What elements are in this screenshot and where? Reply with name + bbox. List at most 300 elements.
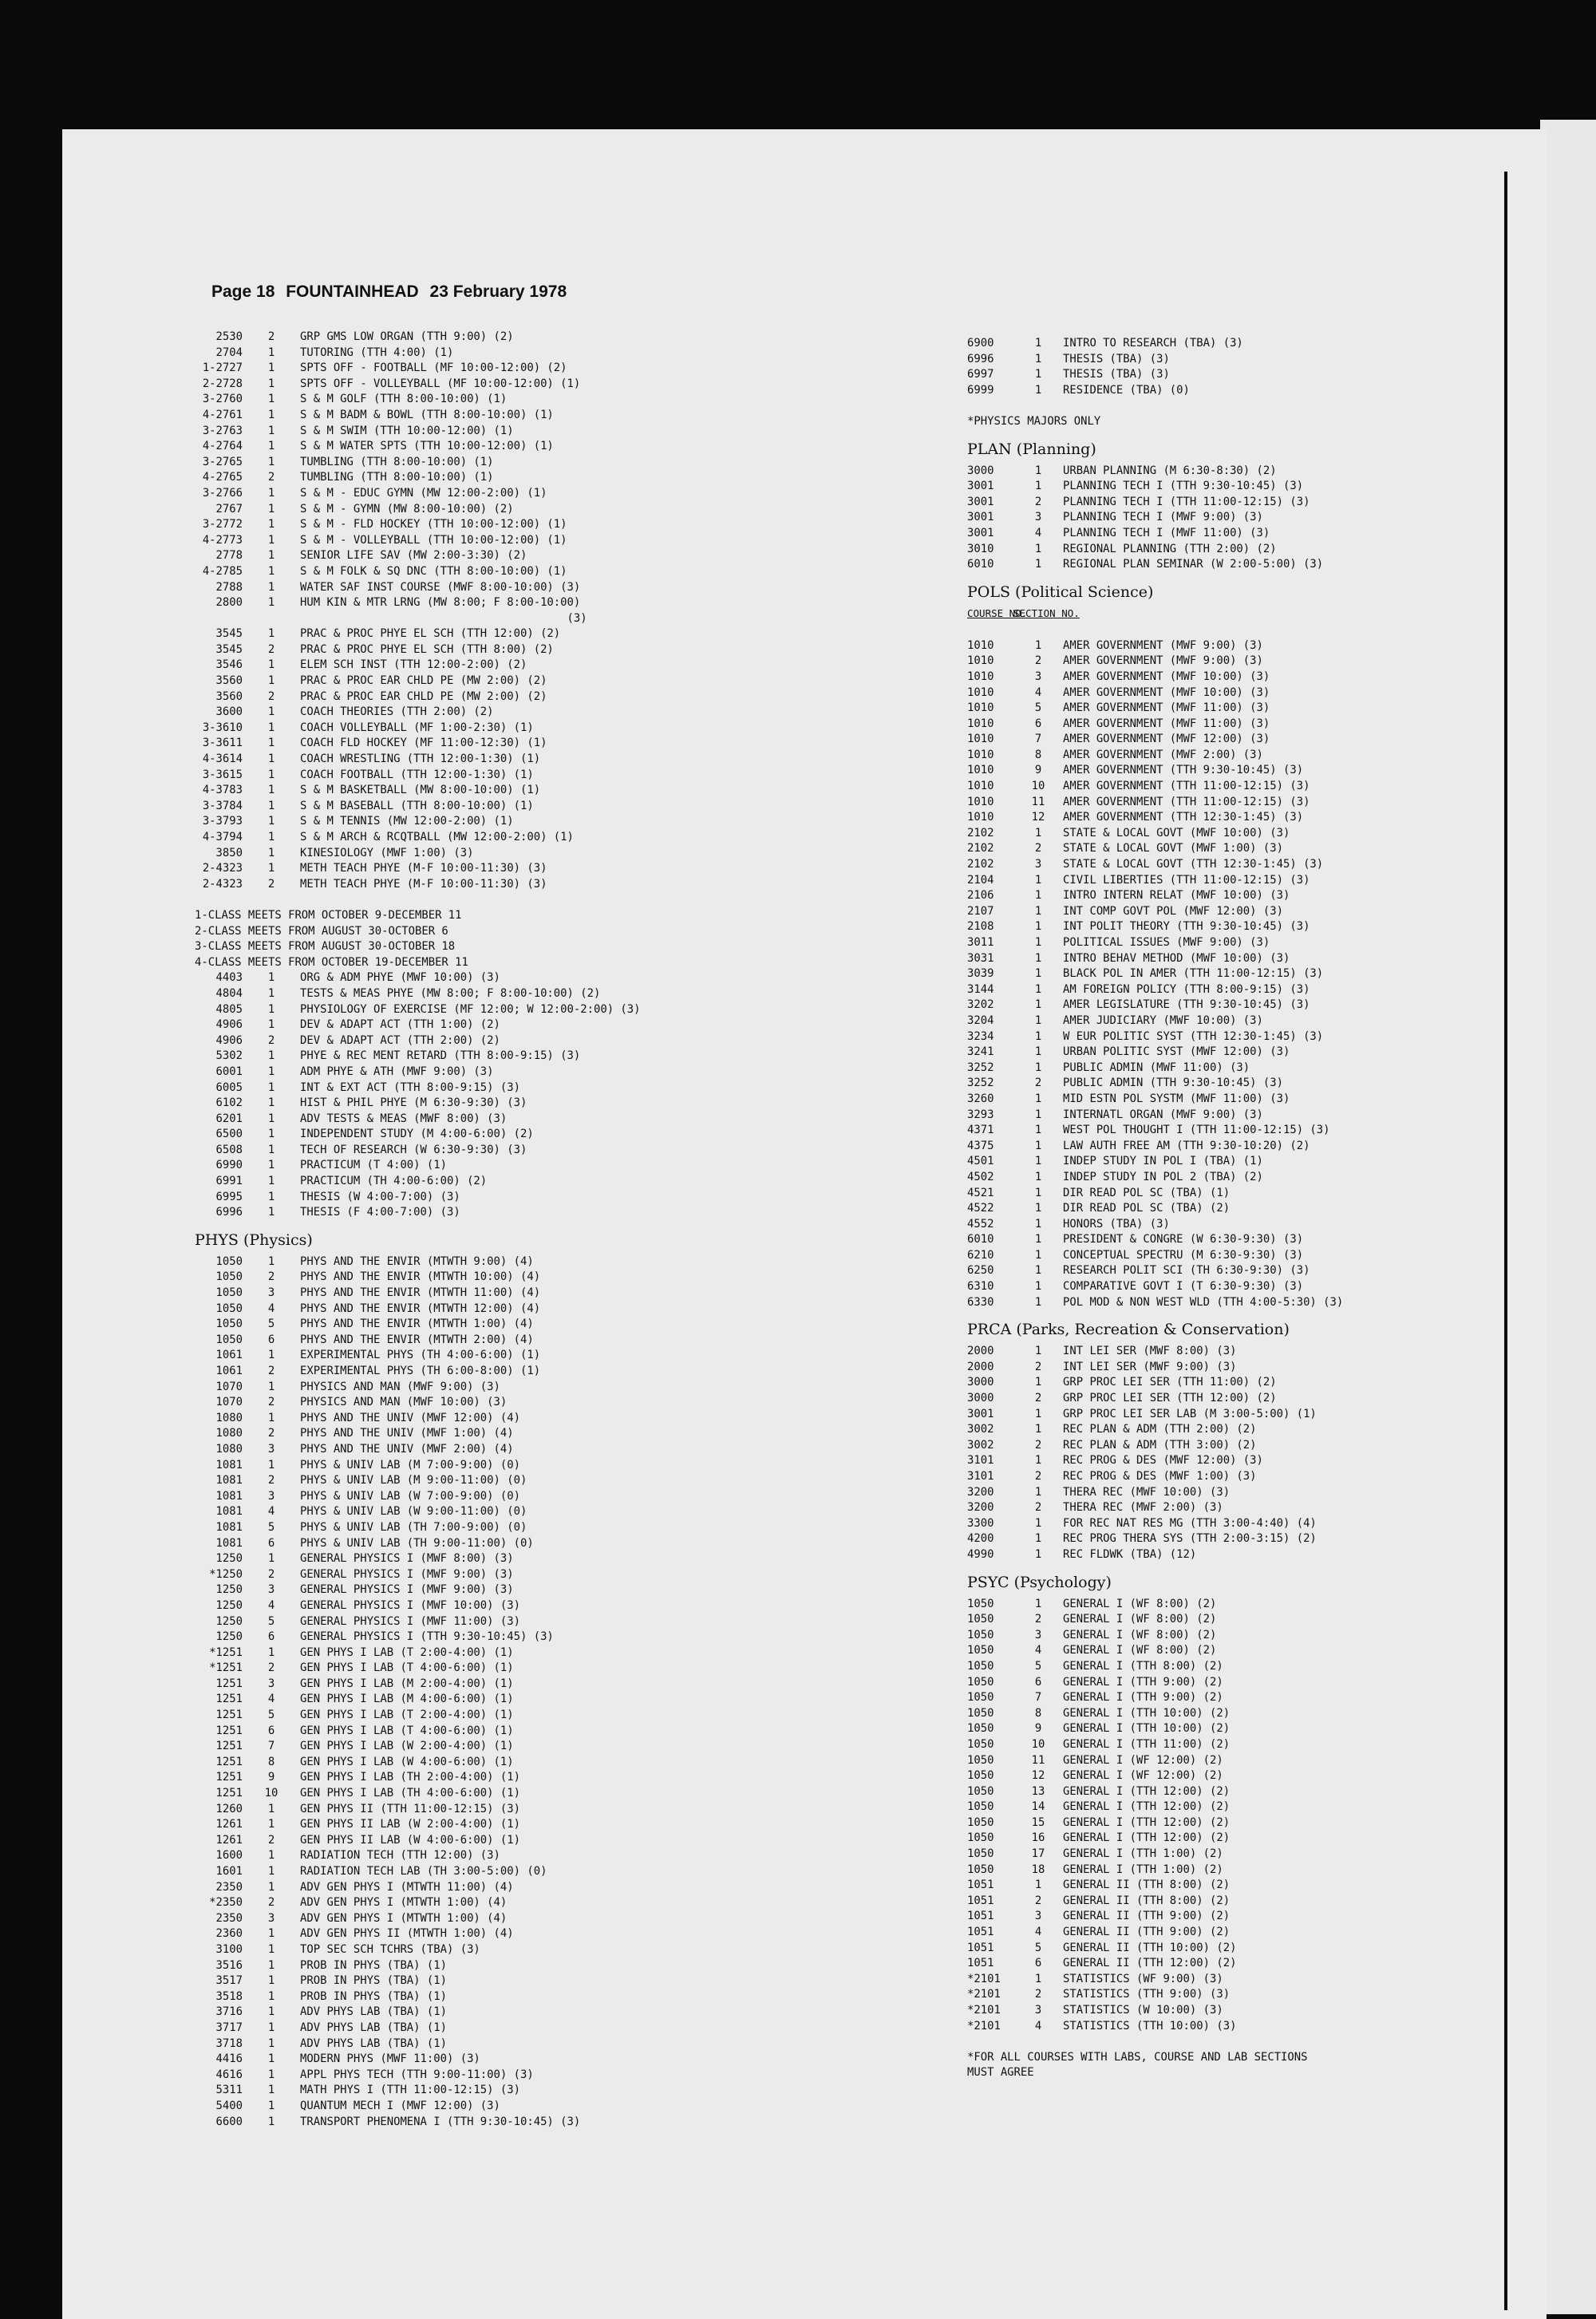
- course-title: GEN PHYS I LAB (W 2:00-4:00) (1): [300, 1740, 514, 1753]
- course-row: [967, 1061, 1343, 1077]
- course-row: [967, 1360, 1343, 1376]
- section-number: 2: [267, 1833, 275, 1847]
- course-number: 3039: [967, 967, 994, 981]
- course-row: [967, 2003, 1343, 2019]
- section-number: 6: [1034, 1675, 1042, 1689]
- course-number: 4416: [215, 2052, 243, 2066]
- course-row: [967, 1925, 1343, 1941]
- course-row: [967, 1847, 1343, 1863]
- course-row: [195, 1739, 641, 1755]
- course-row: [195, 1536, 641, 1552]
- course-number: 1251: [215, 1724, 243, 1737]
- course-title: BLACK POL IN AMER (TTH 11:00-12:15) (3): [1063, 967, 1324, 981]
- course-title: COACH WRESTLING (TTH 12:00-1:30) (1): [300, 753, 541, 766]
- course-row: [195, 1880, 641, 1896]
- course-title: WEST POL THOUGHT I (TTH 11:00-12:15) (3): [1063, 1124, 1330, 1137]
- section-number: 1: [1034, 1013, 1042, 1027]
- course-row: [195, 1174, 641, 1190]
- section-number: 2: [1034, 1613, 1042, 1626]
- course-title: RADIATION TECH (TTH 12:00) (3): [300, 1849, 500, 1863]
- course-row: [967, 526, 1343, 542]
- course-row: [195, 1755, 641, 1771]
- course-title: DIR READ POL SC (TBA) (2): [1063, 1202, 1231, 1215]
- course-number: 4906: [215, 1033, 243, 1047]
- course-title: TOP SEC SCH TCHRS (TBA) (3): [300, 1942, 480, 1956]
- course-title: DEV & ADAPT ACT (TTH 2:00) (2): [300, 1033, 500, 1047]
- course-row: [195, 1302, 641, 1318]
- course-number: 1080: [215, 1411, 243, 1424]
- section-number: 1: [267, 1645, 275, 1659]
- course-row: [967, 1706, 1343, 1722]
- course-row: [195, 548, 641, 564]
- course-row: [195, 564, 641, 580]
- course-title: THESIS (F 4:00-7:00) (3): [300, 1206, 460, 1219]
- course-number: 4-3794: [202, 831, 243, 843]
- course-row: [967, 1391, 1343, 1407]
- course-number: *1250: [209, 1567, 243, 1581]
- course-row: [195, 1708, 641, 1724]
- course-row: [195, 626, 641, 642]
- course-number: 6996: [967, 352, 994, 365]
- section-number: 1: [267, 596, 275, 610]
- course-title: PHYS AND THE ENVIR (MTWTH 10:00) (4): [300, 1270, 541, 1284]
- section-number: 4: [267, 1693, 275, 1706]
- course-title: INT & EXT ACT (TTH 8:00-9:15) (3): [300, 1080, 520, 1094]
- course-title: AM FOREIGN POLICY (TTH 8:00-9:15) (3): [1063, 982, 1310, 996]
- section-number: 1: [1034, 826, 1042, 840]
- course-row: [195, 1848, 641, 1864]
- course-title: HONORS (TBA) (3): [1063, 1217, 1170, 1231]
- section-title-pols: POLS (Political Science): [967, 583, 1154, 601]
- section-number: 2: [1034, 1470, 1042, 1483]
- course-title: EXPERIMENTAL PHYS (TH 4:00-6:00) (1): [300, 1349, 541, 1362]
- section-number: 6: [267, 1724, 275, 1737]
- course-title: TUTORING (TTH 4:00) (1): [300, 346, 454, 359]
- course-title: AMER GOVERNMENT (TTH 9:30-10:45) (3): [1063, 764, 1304, 777]
- section-number: 12: [1031, 1769, 1045, 1783]
- course-row: [967, 479, 1343, 495]
- course-row: [195, 1158, 641, 1174]
- section-number: 7: [1034, 1691, 1042, 1705]
- course-number: 1061: [215, 1365, 243, 1377]
- course-title: GEN PHYS II LAB (W 2:00-4:00) (1): [300, 1818, 520, 1831]
- course-title: ADV GEN PHYS II (MTWTH 1:00) (4): [300, 1927, 514, 1941]
- course-row: [195, 642, 641, 658]
- course-title: PHYS AND THE ENVIR (MTWTH 11:00) (4): [300, 1286, 541, 1300]
- section-number: 5: [1034, 1659, 1042, 1673]
- course-title: PHYSIOLOGY OF EXERCISE (MF 12:00; W 12:00-2:00) (3): [300, 1002, 641, 1016]
- section-number: 1: [267, 1942, 275, 1956]
- course-number: 3100: [215, 1942, 243, 1956]
- section-number: 2: [267, 1033, 275, 1047]
- course-title: ADV PHYS LAB (TBA) (1): [300, 2037, 447, 2050]
- course-title: INDEPENDENT STUDY (M 4:00-6:00) (2): [300, 1128, 534, 1141]
- course-number: 4-2765: [202, 471, 243, 484]
- course-number: 6102: [215, 1096, 243, 1110]
- course-row: [195, 1895, 641, 1911]
- section-number: 1: [1034, 542, 1042, 555]
- section-number: 1: [1034, 352, 1042, 365]
- course-row: [967, 1878, 1343, 1894]
- course-number: 6010: [967, 1233, 994, 1246]
- course-row: [967, 510, 1343, 526]
- section-number: 1: [1034, 1202, 1042, 1215]
- section-number: 1: [267, 1927, 275, 1941]
- course-row: [967, 1123, 1343, 1139]
- section-number: 1: [267, 1865, 275, 1878]
- course-row: [195, 1911, 641, 1927]
- course-number: 1081: [215, 1505, 243, 1519]
- course-title: PLANNING TECH I (MWF 11:00) (3): [1063, 526, 1270, 539]
- course-number: 1051: [967, 1941, 994, 1954]
- section-number: 1: [267, 2084, 275, 2097]
- course-row: [195, 830, 641, 846]
- course-number: 1050: [967, 1800, 994, 1814]
- course-number: 1010: [967, 654, 994, 668]
- course-title: GENERAL II (TTH 8:00) (2): [1063, 1894, 1231, 1907]
- course-row: [967, 1295, 1343, 1311]
- course-row: [967, 1956, 1343, 1972]
- section-number: 1: [267, 2068, 275, 2081]
- section-number: 10: [1031, 780, 1045, 793]
- course-row: [967, 1612, 1343, 1628]
- course-title: INT LEI SER (MWF 9:00) (3): [1063, 1360, 1237, 1373]
- course-number: 1010: [967, 733, 994, 746]
- course-title: PUBLIC ADMIN (TTH 9:30-10:45) (3): [1063, 1077, 1283, 1090]
- course-title: GEN PHYS I LAB (T 4:00-6:00) (1): [300, 1661, 514, 1675]
- course-title: S & M TENNIS (MW 12:00-2:00) (1): [300, 815, 514, 828]
- course-title: AMER GOVERNMENT (MWF 10:00) (3): [1063, 685, 1270, 699]
- course-row: [195, 1817, 641, 1833]
- section-number: 15: [1031, 1815, 1045, 1829]
- course-number: 1010: [967, 780, 994, 793]
- course-title: PRAC & PROC EAR CHLD PE (MW 2:00) (2): [300, 689, 547, 703]
- section-number: 10: [1031, 1737, 1045, 1751]
- course-row: [195, 1614, 641, 1630]
- section-number: 1: [1034, 1139, 1042, 1152]
- course-row: [967, 701, 1343, 717]
- course-title: GEN PHYS I LAB (TH 4:00-6:00) (1): [300, 1787, 520, 1800]
- course-title: PHYS & UNIV LAB (W 7:00-9:00) (0): [300, 1489, 520, 1503]
- course-row: [967, 1659, 1343, 1675]
- course-number: 1010: [967, 670, 994, 683]
- course-title: W EUR POLITIC SYST (TTH 12:30-1:45) (3): [1063, 1029, 1324, 1043]
- footnote: MUST AGREE: [967, 2066, 1034, 2080]
- course-number: 1050: [967, 1737, 994, 1751]
- section-number: 8: [1034, 748, 1042, 761]
- section-number: 1: [1034, 558, 1042, 571]
- section-number: 1: [267, 346, 275, 359]
- course-row: [195, 1112, 641, 1128]
- course-row: [967, 1799, 1343, 1815]
- section-number: 1: [267, 486, 275, 500]
- course-number: 1250: [215, 1598, 243, 1612]
- section-number: 1: [267, 533, 275, 547]
- course-row: [967, 367, 1343, 383]
- course-number: 3001: [967, 495, 994, 508]
- course-number: 3001: [967, 1407, 994, 1420]
- course-title: PHYS AND THE ENVIR (MTWTH 12:00) (4): [300, 1302, 541, 1315]
- course-number: 3031: [967, 951, 994, 965]
- course-number: 2-2728: [202, 377, 243, 390]
- course-number: *2350: [209, 1896, 243, 1910]
- course-number: 4-3783: [202, 784, 243, 797]
- course-number: 3001: [967, 511, 994, 524]
- course-number: 1050: [967, 1597, 994, 1610]
- course-title: RESEARCH POLIT SCI (TH 6:30-9:30) (3): [1063, 1264, 1310, 1278]
- course-number: 4906: [215, 1018, 243, 1032]
- course-row: [967, 1186, 1343, 1202]
- course-title: ADV PHYS LAB (TBA) (1): [300, 2005, 447, 2019]
- course-title: HIST & PHIL PHYE (M 6:30-9:30) (3): [300, 1096, 527, 1110]
- course-title: COACH FLD HOCKEY (MF 11:00-12:30) (1): [300, 737, 547, 750]
- course-title: AMER JUDICIARY (MWF 10:00) (3): [1063, 1013, 1263, 1027]
- course-title: PLANNING TECH I (MWF 9:00) (3): [1063, 511, 1263, 524]
- course-row: [195, 1426, 641, 1442]
- course-row: [195, 470, 641, 486]
- section-number: 1: [1034, 480, 1042, 493]
- course-row: [195, 1630, 641, 1645]
- course-title: PROB IN PHYS (TBA) (1): [300, 1958, 447, 1972]
- course-title: REGIONAL PLANNING (TTH 2:00) (2): [1063, 542, 1277, 555]
- course-row: [195, 1127, 641, 1143]
- course-row: [195, 1677, 641, 1693]
- course-title: GENERAL I (WF 8:00) (2): [1063, 1597, 1217, 1610]
- section-number: 2: [1034, 1438, 1042, 1452]
- course-title: TESTS & MEAS PHYE (MW 8:00; F 8:00-10:00) (2): [300, 986, 601, 1000]
- course-title: S & M GOLF (TTH 8:00-10:00) (1): [300, 393, 508, 406]
- course-row: [967, 1628, 1343, 1644]
- course-title: GRP PROC LEI SER (TTH 11:00) (2): [1063, 1376, 1277, 1389]
- course-row: [195, 1065, 641, 1080]
- course-number: 2000: [967, 1345, 994, 1358]
- course-row: [195, 1786, 641, 1802]
- course-title: HUM KIN & MTR LRNG (MW 8:00; F 8:00-10:00): [300, 596, 581, 610]
- section-number: 1: [1034, 889, 1042, 903]
- course-number: 3000: [967, 464, 994, 477]
- course-row: [967, 717, 1343, 733]
- course-title: INDEP STUDY IN POL 2 (TBA) (2): [1063, 1170, 1263, 1183]
- course-row: [967, 1375, 1343, 1391]
- section-number: 1: [1034, 920, 1042, 934]
- course-number: 3560: [215, 689, 243, 703]
- course-row: [967, 763, 1343, 779]
- course-row: [195, 783, 641, 799]
- course-number: 6001: [215, 1065, 243, 1078]
- course-row: [967, 1972, 1343, 1988]
- course-row: [195, 814, 641, 830]
- course-row: [195, 533, 641, 549]
- course-number: 4371: [967, 1124, 994, 1137]
- section-number: 3: [267, 1286, 275, 1300]
- course-row: [967, 1248, 1343, 1264]
- course-row: [195, 424, 641, 440]
- section-number: 1: [267, 971, 275, 985]
- course-title: PHYSICS AND MAN (MWF 9:00) (3): [300, 1380, 500, 1393]
- course-number: 4990: [967, 1547, 994, 1561]
- section-title-plan: PLAN (Planning): [967, 440, 1096, 458]
- course-row: [195, 1033, 641, 1049]
- course-number: 6600: [215, 2115, 243, 2128]
- course-title: PRESIDENT & CONGRE (W 6:30-9:30) (3): [1063, 1233, 1304, 1246]
- course-title: AMER LEGISLATURE (TTH 9:30-10:45) (3): [1063, 998, 1310, 1012]
- section-number: 5: [267, 1318, 275, 1331]
- course-number: 4-2773: [202, 533, 243, 547]
- section-number: 1: [1034, 1108, 1042, 1121]
- course-title: DIR READ POL SC (TBA) (1): [1063, 1186, 1231, 1199]
- course-row: [967, 795, 1343, 811]
- section-number: 1: [267, 862, 275, 875]
- course-number: 3717: [215, 2021, 243, 2034]
- course-row: [967, 1108, 1343, 1124]
- course-number: 2778: [215, 549, 243, 563]
- course-number: 1050: [215, 1270, 243, 1284]
- section-number: 1: [267, 1849, 275, 1863]
- section-title-prca: PRCA (Parks, Recreation & Conservation): [967, 1321, 1290, 1339]
- course-number: 2107: [967, 904, 994, 918]
- course-row: [195, 658, 641, 674]
- section-number: 1: [267, 377, 275, 390]
- course-title: AMER GOVERNMENT (MWF 9:00) (3): [1063, 654, 1263, 668]
- course-row: [967, 1831, 1343, 1847]
- course-title: PRAC & PROC EAR CHLD PE (MW 2:00) (2): [300, 674, 547, 688]
- course-row: [195, 736, 641, 752]
- section-number: 1: [1034, 1029, 1042, 1043]
- course-row: [195, 1458, 641, 1474]
- course-title: COACH VOLLEYBALL (MF 1:00-2:30) (1): [300, 721, 534, 734]
- section-number: 1: [267, 1128, 275, 1141]
- course-row: [195, 346, 641, 361]
- course-row: [967, 638, 1343, 654]
- section-number: 2: [267, 1427, 275, 1440]
- course-row: [967, 1500, 1343, 1516]
- course-row: [967, 1737, 1343, 1753]
- course-number: 1070: [215, 1380, 243, 1393]
- course-row: [967, 1941, 1343, 1957]
- course-row: [967, 1597, 1343, 1613]
- section-number: 4: [1034, 685, 1042, 699]
- section-number: 1: [267, 1411, 275, 1424]
- course-title: MID ESTN POL SYSTM (MWF 11:00) (3): [1063, 1092, 1290, 1105]
- course-title: REC PROG THERA SYS (TTH 2:00-3:15) (2): [1063, 1532, 1317, 1546]
- footnote: 1-CLASS MEETS FROM OCTOBER 9-DECEMBER 11: [195, 908, 462, 922]
- course-number: 1250: [215, 1630, 243, 1644]
- course-title: REC PLAN & ADM (TTH 2:00) (2): [1063, 1423, 1257, 1436]
- course-title: AMER GOVERNMENT (MWF 10:00) (3): [1063, 670, 1270, 683]
- course-title: PHYSICS AND MAN (MWF 10:00) (3): [300, 1396, 508, 1409]
- section-number: 1: [267, 1175, 275, 1188]
- section-number: 2: [1034, 1894, 1042, 1907]
- course-number: 1251: [215, 1755, 243, 1768]
- course-row: [967, 1407, 1343, 1423]
- section-number: 8: [267, 1755, 275, 1768]
- course-number: 3518: [215, 1989, 243, 2003]
- spacer: [967, 2034, 1343, 2050]
- course-row: [967, 1547, 1343, 1563]
- section-number: 2: [267, 877, 275, 891]
- footnote: 3-CLASS MEETS FROM AUGUST 30-OCTOBER 18: [195, 940, 456, 954]
- course-title: TRANSPORT PHENOMENA I (TTH 9:30-10:45) (3): [300, 2115, 581, 2128]
- section-number: 1: [267, 846, 275, 859]
- course-row: [195, 611, 641, 627]
- course-title: AMER GOVERNMENT (TTH 12:30-1:45) (3): [1063, 811, 1304, 824]
- course-title: CIVIL LIBERTIES (TTH 11:00-12:15) (3): [1063, 873, 1310, 887]
- course-row: [195, 1017, 641, 1033]
- course-row: [967, 966, 1343, 982]
- course-row: [967, 1894, 1343, 1910]
- course-number: 1251: [215, 1709, 243, 1722]
- section-number: 1: [267, 1880, 275, 1894]
- course-title: GENERAL I (WF 8:00) (2): [1063, 1644, 1217, 1657]
- course-row: [195, 486, 641, 502]
- course-title: METH TEACH PHYE (M-F 10:00-11:30) (3): [300, 862, 547, 875]
- section-number: 1: [1034, 464, 1042, 477]
- course-number: 1010: [967, 685, 994, 699]
- course-row: [195, 674, 641, 689]
- course-number: 3-2765: [202, 455, 243, 468]
- section-number: 1: [267, 440, 275, 453]
- course-title: STATISTICS (WF 9:00) (3): [1063, 1972, 1223, 1985]
- course-number: 3001: [967, 526, 994, 539]
- course-number: 3002: [967, 1423, 994, 1436]
- section-number: 1: [1034, 1061, 1042, 1074]
- section-number: 4: [1034, 526, 1042, 539]
- course-number: 3204: [967, 1013, 994, 1027]
- course-number: 1050: [967, 1784, 994, 1798]
- section-number: 1: [267, 361, 275, 375]
- section-number: 3: [267, 1677, 275, 1690]
- course-number: 2102: [967, 858, 994, 871]
- course-number: 3200: [967, 1501, 994, 1515]
- section-number: 5: [267, 1614, 275, 1628]
- course-number: 3516: [215, 1958, 243, 1972]
- course-title: GENERAL I (TTH 10:00) (2): [1063, 1706, 1231, 1720]
- course-title: GENERAL I (TTH 9:00) (2): [1063, 1675, 1223, 1689]
- course-number: 1051: [967, 1879, 994, 1892]
- course-title: RADIATION TECH LAB (TH 3:00-5:00) (0): [300, 1865, 547, 1878]
- course-number: 4-2785: [202, 564, 243, 578]
- course-row: [967, 1784, 1343, 1800]
- section-number: 1: [267, 1254, 275, 1268]
- section-number: 4: [267, 1598, 275, 1612]
- section-number: 3: [267, 1583, 275, 1597]
- course-title: STATE & LOCAL GOVT (MWF 10:00) (3): [1063, 826, 1290, 840]
- course-number: 1050: [967, 1691, 994, 1705]
- course-row: [195, 721, 641, 737]
- section-number: 7: [1034, 733, 1042, 746]
- course-row: [967, 748, 1343, 764]
- course-title: GENERAL PHYSICS I (TTH 9:30-10:45) (3): [300, 1630, 554, 1644]
- section-number: 3: [1034, 670, 1042, 683]
- course-title: ADV GEN PHYS I (MTWTH 11:00) (4): [300, 1880, 514, 1894]
- section-number: 1: [1034, 1423, 1042, 1436]
- course-row: [195, 1411, 641, 1427]
- section-number: 13: [1031, 1784, 1045, 1798]
- course-number: 4200: [967, 1532, 994, 1546]
- course-title: PHYS & UNIV LAB (TH 7:00-9:00) (0): [300, 1520, 527, 1534]
- course-number: 3300: [967, 1516, 994, 1530]
- section-number: 9: [267, 1771, 275, 1784]
- course-number: 3011: [967, 936, 994, 949]
- course-number: 1081: [215, 1474, 243, 1487]
- course-number: 1600: [215, 1849, 243, 1863]
- course-row: [967, 779, 1343, 795]
- section-number: 1: [267, 1989, 275, 2003]
- course-number: 3002: [967, 1438, 994, 1452]
- course-title: INDEP STUDY IN POL I (TBA) (1): [1063, 1155, 1263, 1168]
- course-title: LAW AUTH FREE AM (TTH 9:30-10:20) (2): [1063, 1139, 1310, 1152]
- course-title: REC PROG & DES (MWF 12:00) (3): [1063, 1454, 1263, 1468]
